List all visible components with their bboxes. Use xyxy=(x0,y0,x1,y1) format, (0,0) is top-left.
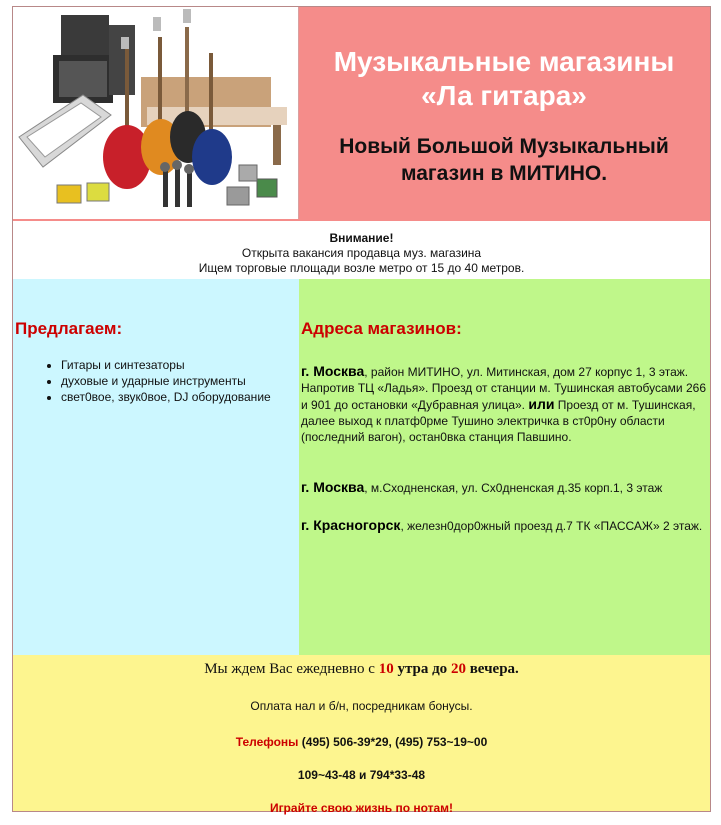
hours-suffix: вечера. xyxy=(469,661,519,677)
addresses-panel xyxy=(299,279,710,655)
address-2 xyxy=(301,479,706,496)
offer-item: • Гитары и синтезаторы xyxy=(61,357,271,373)
offer-list xyxy=(33,357,271,405)
address-2-city: г. Москва xyxy=(301,479,365,495)
address-1-city: г. Москва xyxy=(301,363,365,379)
page-frame xyxy=(12,6,711,815)
offer-item: • духовые и ударные инструменты xyxy=(61,373,271,389)
title-line-2: «Ла гитара» xyxy=(421,80,587,111)
notice-block xyxy=(13,221,710,279)
working-hours xyxy=(13,661,710,678)
notice-title: Внимание! xyxy=(329,231,394,245)
store-subtitle xyxy=(298,133,710,187)
phones-line-1 xyxy=(13,735,710,749)
address-1-text: , район МИТИНО, ул. Митинская, дом 27 корпус 1, 3 этаж. Напротив ТЦ «Ладья». Проезд от станции м. Тушинская автобусами 266 и 901 до остановки «Дубравная улица». xyxy=(301,365,706,412)
phones-numbers-1: (495) 506-39*29, (495) 753~19~00 xyxy=(301,735,488,749)
phones-label: Телефоны xyxy=(235,735,299,749)
hours-open: 10 xyxy=(378,661,394,677)
offer-heading: Предлагаем: xyxy=(15,319,123,338)
address-1-or: или xyxy=(528,396,555,412)
music-instruments-photo xyxy=(13,7,299,219)
payment-info: Оплата нал и б/н, посредникам бонусы. xyxy=(250,699,473,713)
offer-panel xyxy=(13,279,300,655)
address-3-text: , железн0дор0жный проезд д.7 ТК «ПАССАЖ» 2 этаж. xyxy=(400,519,703,533)
title-line-1: Музыкальные магазины xyxy=(333,46,675,77)
address-3-city: г. Красногорск xyxy=(301,517,401,533)
address-2-text: , м.Сходненская, ул. Сх0дненская д.35 корп.1, 3 этаж xyxy=(364,481,663,495)
phones-numbers-2: 109~43-48 и 794*33-48 xyxy=(297,768,426,782)
hours-prefix: Мы ждем Вас ежедневно с xyxy=(204,661,375,677)
footer-panel xyxy=(13,655,710,815)
subtitle-line-2: магазин в МИТИНО. xyxy=(400,162,608,185)
subtitle-line-1: Новый Большой Музыкальный xyxy=(339,135,669,158)
address-1 xyxy=(301,363,706,445)
address-1-text-2: Проезд от м. Тушинская, далее выход к платф0рме Тушино электричка в ст0р0ну области (последний вагон), остан0вка станция Павшино. xyxy=(301,398,696,444)
store-title xyxy=(298,45,710,113)
header-banner xyxy=(13,7,710,221)
hours-close: 20 xyxy=(450,661,466,677)
notice-line-2: Ищем торговые площади возле метро от 15 до 40 метров. xyxy=(198,261,525,275)
offer-item: • свет0вое, звук0вое, DJ оборудование xyxy=(61,389,271,405)
hours-middle: утра до xyxy=(397,661,448,677)
header-text xyxy=(298,7,710,221)
addresses-heading: Адреса магазинов: xyxy=(301,319,462,338)
slogan: Играйте свою жизнь по нотам! xyxy=(269,801,454,815)
notice-line-1: Открыта вакансия продавца муз. магазина xyxy=(241,246,482,260)
instruments-illustration xyxy=(13,7,298,219)
address-3 xyxy=(301,517,706,534)
